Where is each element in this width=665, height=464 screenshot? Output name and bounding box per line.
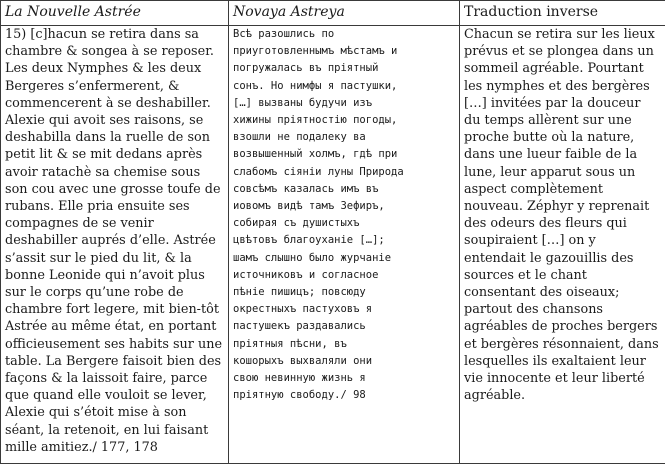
passage-line: deshabilla dans la ruelle de son [5, 130, 210, 146]
passage-line: entendait le gazouillis des [464, 250, 634, 266]
passage-line: du temps allèrent sur une [464, 113, 632, 129]
passage-line: взошли не подалеку ва [233, 131, 366, 144]
russian-translation-passage [229, 26, 460, 464]
passage-line: Astrée au même état, en portant [5, 319, 217, 335]
passage-line: прiятныя пѣсни, въ [233, 337, 347, 350]
passage-line: commencerent à se deshabiller. [5, 95, 211, 111]
header-russian-translation: Novaya Astreya [229, 1, 460, 26]
passage-line: séant, la retenoit, en lui faisant [5, 422, 209, 438]
passage-line: vie innocente et leur liberté [464, 371, 645, 387]
passage-line: dans une lueur faible de la [464, 147, 638, 163]
header-row [1, 1, 665, 26]
passage-line: […] invitées par la douceur [464, 95, 641, 111]
passage-line: partout des chansons [464, 302, 603, 318]
passage-line: que quand elle vouloit se lever, [5, 388, 207, 404]
passage-line: aspect complètement [464, 181, 604, 197]
passage-line: les nymphes et des bergères [464, 78, 650, 94]
passage-line: s’assit sur le pied du lit, & la [5, 250, 192, 266]
passage-line: кошорыхъ выхваляли они [233, 354, 373, 367]
passage-line: sommeil agréable. Pourtant [464, 61, 644, 77]
passage-line: petit lit & se mit dedans après [5, 147, 203, 163]
passage-line: officieusement ses habits sur une [5, 336, 223, 352]
passage-line: compagnes de se venir [5, 216, 154, 232]
passage-line: mille amitiez./ 177, 178 [5, 439, 158, 455]
passage-line: Bergeres s’enfermerent, & [5, 78, 180, 94]
passage-line: прiятную свободу./ 98 [233, 389, 366, 402]
passage-line: des odeurs des fleurs qui [464, 216, 627, 232]
passage-line: soupiraient […] on y [464, 233, 596, 249]
passage-line: agréable. [464, 388, 526, 404]
passage-line: deshabiller auprés d’elle. Astrée [5, 233, 216, 249]
passage-line: окрестныхъ пастуховъ я [233, 303, 373, 316]
passage-line: façons & la laissoit faire, parce [5, 371, 208, 387]
passage-line: сонъ. Но нимфы я пастушки, [233, 79, 398, 92]
passage-line: nouveau. Zéphyr y reprenait [464, 199, 650, 215]
passage-line: цвѣтовъ благоуханiе […]; [233, 234, 385, 247]
back-translation-passage [460, 26, 665, 464]
passage-line: хижины прiятностiю погоды, [233, 114, 398, 127]
passage-line: возвышенный холмъ, гдѣ при [233, 148, 398, 161]
passage-line: prévus et se plongea dans un [464, 44, 654, 60]
passage-line: […] вызваны будучи изъ [233, 96, 373, 109]
passage-line: свою невинную жизнь я [233, 372, 366, 385]
passage-line: иовомъ видѣ тамъ Зефиръ, [233, 200, 385, 213]
passage-line: sources et le chant [464, 267, 587, 283]
passage-line: table. La Bergere faisoit bien des [5, 353, 222, 369]
passage-line: пастушекъ раздавались [233, 320, 366, 333]
passage-line: avoir ratachè sa chemise sous [5, 164, 201, 180]
passage-line: chambre & songea à se reposer. [5, 44, 214, 60]
passage-line: chambre fort legere, mit bien-tôt [5, 302, 219, 318]
passage-line: sur le corps qu’une robe de [5, 285, 184, 301]
passage-line: proche butte où la nature, [464, 130, 635, 146]
passage-line: собирая съ душистыхъ [233, 217, 360, 230]
passage-line: Alexie qui avoit ses raisons, se [5, 113, 204, 129]
passage-line: lesquelles ils exaltaient leur [464, 353, 646, 369]
passage-line: погружалась въ прiятный [233, 62, 379, 75]
passage-line: rubans. Elle pria ensuite ses [5, 199, 190, 215]
passage-line: et bergères résonnaient, dans [464, 336, 659, 352]
passage-line: Les deux Nymphes & les deux [5, 61, 202, 77]
passage-line: совсѣмъ казалась имъ въ [233, 182, 379, 195]
original-french-passage [1, 26, 229, 464]
passage-line: son cou avec une grosse toufe de [5, 181, 221, 197]
passage-line: приуготовленнымъ мѣстамъ и [233, 45, 398, 58]
passage-line: пѣнiе пишицъ; повсюду [233, 286, 366, 299]
passage-line: Alexie qui s’étoit mise à son [5, 405, 187, 421]
header-original-french: La Nouvelle Astrée [1, 1, 229, 26]
passage-line: lune, leur apparut sous un [464, 164, 636, 180]
passage-line: источниковъ и согласное [233, 268, 379, 281]
passage-line: Chacun se retira sur les lieux [464, 27, 655, 42]
passage-line: слабомъ сiянiи луны Природа [233, 165, 404, 178]
passage-line: agréables de proches bergers [464, 319, 658, 335]
passage-line: Всѣ разошлись по [233, 28, 335, 40]
passage-row [1, 26, 665, 464]
passage-line: 15) [c]hacun se retira dans sa [5, 27, 199, 42]
passage-line: bonne Leonide qui n’avoit plus [5, 267, 205, 283]
passage-line: шамъ слышно было журчанiе [233, 251, 392, 264]
passage-line: consentant des oiseaux; [464, 285, 620, 301]
header-back-translation: Traduction inverse [460, 1, 665, 26]
